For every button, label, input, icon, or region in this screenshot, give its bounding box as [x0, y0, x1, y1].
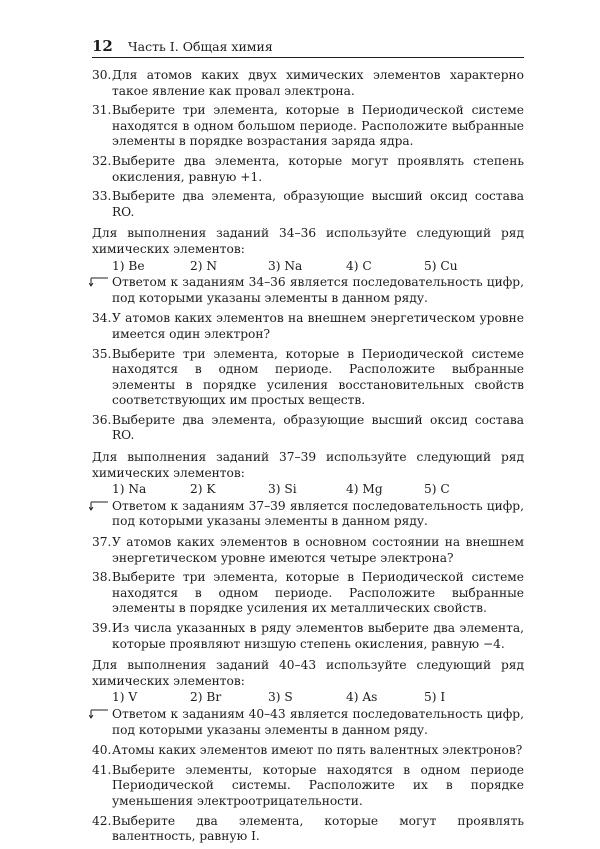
question-38 — [92, 570, 524, 617]
element-option: 4) C — [346, 258, 372, 273]
question-42 — [92, 814, 524, 845]
question-31 — [92, 103, 524, 150]
element-option: 5) I — [424, 690, 446, 705]
question-36 — [92, 413, 524, 444]
set-intro-40-43: Для выполнения заданий 40–43 используйте следующий ряд химических элементов: — [92, 658, 524, 688]
answer-arrow-icon — [89, 501, 109, 511]
question-text: Выберите два элемента, образующие высший оксид состава RO. — [112, 189, 524, 219]
question-33 — [92, 189, 524, 220]
set-intro-34-36: Для выполнения заданий 34–36 используйте следующий ряд химических элементов: — [92, 226, 524, 256]
question-text: Выберите два элемента, образующие высший оксид состава RO. — [112, 412, 524, 443]
question-number: 41. — [92, 762, 112, 777]
element-option: 1) Na — [112, 482, 147, 497]
question-34 — [92, 311, 524, 342]
question-number: 38. — [92, 570, 112, 585]
question-text: Выберите три элемента, которые в Периодической системе находятся в одном периоде. Расположите выбранные элементы в порядке усиления восстановительных свойств соответствующих им простых веществ. — [112, 346, 524, 408]
page-content — [92, 68, 524, 849]
element-option: 4) As — [346, 690, 378, 705]
element-option: 3) Si — [268, 482, 297, 497]
question-35 — [92, 347, 524, 409]
question-number: 30. — [92, 68, 112, 82]
answer-note-37-39 — [92, 499, 524, 530]
question-text: У атомов каких элементов в основном состоянии на внешнем энергетическом уровне имеются четыре электрона? — [112, 535, 524, 565]
question-text: Выберите два элемента, которые могут проявлять степень окисления, равную +1. — [112, 153, 524, 184]
question-number: 37. — [92, 535, 112, 550]
question-text: Выберите два элемента, которые могут проявлять валентность, равную I. — [112, 813, 524, 844]
question-text: Из числа указанных в ряду элементов выберите два элемента, которые проявляют низшую степень окисления, равную −4. — [112, 621, 524, 651]
element-option: 4) Mg — [346, 482, 383, 497]
element-option: 1) Be — [112, 258, 145, 273]
question-text: Выберите три элемента, которые в Периодической системе находятся в одном периоде. Расположите выбранные элементы в порядке усиления их металлических свойств. — [112, 570, 524, 616]
question-number: 34. — [92, 311, 112, 326]
element-row-37-39 — [92, 482, 524, 498]
element-option: 3) Na — [268, 258, 303, 273]
question-number: 31. — [92, 103, 112, 118]
question-text: У атомов каких элементов на внешнем энергетическом уровне имеется один электрон? — [112, 311, 524, 341]
element-option: 2) N — [190, 258, 218, 273]
element-option: 5) C — [424, 482, 450, 497]
set-intro-37-39: Для выполнения заданий 37–39 используйте следующий ряд химических элементов: — [92, 450, 524, 480]
answer-arrow-icon — [89, 277, 109, 287]
element-option: 5) Cu — [424, 258, 458, 273]
question-number: 32. — [92, 153, 112, 168]
question-30 — [92, 68, 524, 99]
question-39 — [92, 621, 524, 652]
question-number: 39. — [92, 621, 112, 635]
answer-note-text: Ответом к заданиям 34–36 является последовательность цифр, под которыми указаны элементы в данном ряду. — [112, 275, 524, 305]
element-row-40-43 — [92, 690, 524, 706]
question-text: Для атомов каких двух химических элементов характерно такое явление как провал электрона. — [112, 68, 524, 98]
question-text: Атомы каких элементов имеют по пять валентных электронов? — [112, 743, 523, 758]
element-option: 3) S — [268, 690, 293, 705]
element-option: 2) K — [190, 482, 216, 497]
question-41 — [92, 763, 524, 810]
answer-note-40-43 — [92, 707, 524, 738]
question-32 — [92, 154, 524, 185]
question-number: 33. — [92, 189, 112, 204]
question-number: 35. — [92, 346, 112, 361]
element-option: 1) V — [112, 690, 138, 705]
question-number: 36. — [92, 412, 112, 427]
page-number: 12 — [92, 37, 113, 55]
answer-note-34-36 — [92, 275, 524, 306]
question-text: Выберите три элемента, которые в Периодической системе находятся в одном большом периоде. Расположите выбранные элементы в порядке возрастания заряда ядра. — [112, 103, 524, 149]
element-option: 2) Br — [190, 690, 222, 705]
answer-arrow-icon — [89, 709, 109, 719]
question-40 — [92, 743, 524, 759]
question-text: Выберите элементы, которые находятся в одном периоде Периодической системы. Расположите их в порядке уменьшения электроотрицательности. — [112, 762, 524, 808]
question-number: 42. — [92, 813, 112, 828]
answer-note-text: Ответом к заданиям 40–43 является последовательность цифр, под которыми указаны элементы в данном ряду. — [112, 706, 524, 737]
question-number: 40. — [92, 743, 112, 758]
element-row-34-36 — [92, 259, 524, 275]
page-header — [92, 37, 524, 58]
answer-note-text: Ответом к заданиям 37–39 является последовательность цифр, под которыми указаны элементы в данном ряду. — [112, 498, 524, 529]
question-37 — [92, 535, 524, 566]
running-title: Часть I. Общая химия — [128, 39, 273, 54]
